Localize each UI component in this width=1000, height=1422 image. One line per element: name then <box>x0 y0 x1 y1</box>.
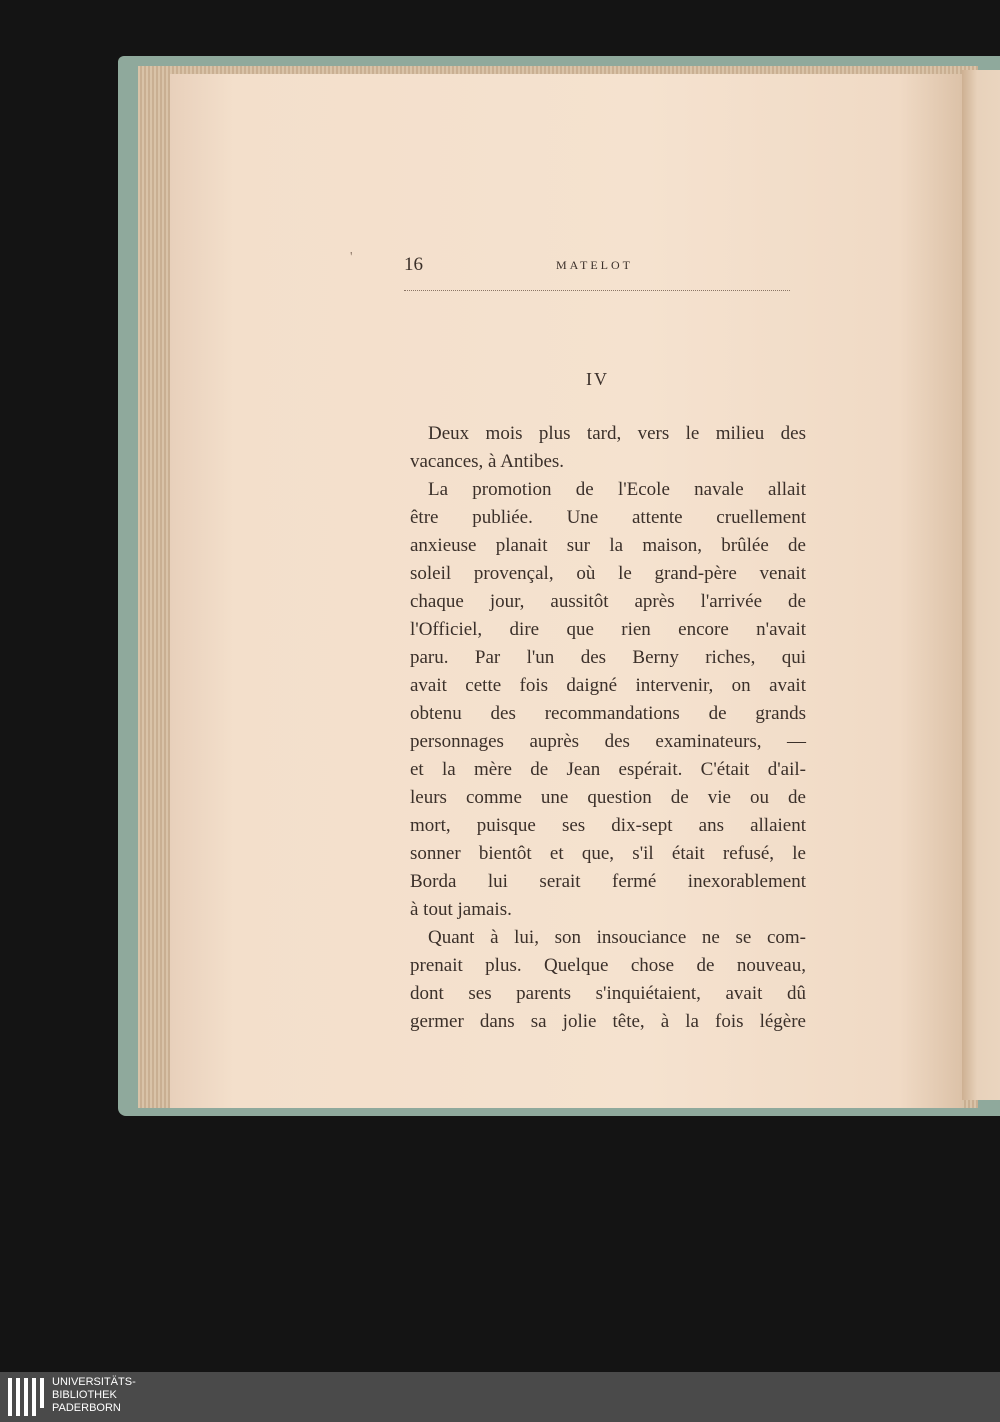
text-line: paru. Par l'un des Berny riches, qui <box>410 647 806 668</box>
text-line: anxieuse planait sur la maison, brûlée de <box>410 535 806 556</box>
text-line: dont ses parents s'inquiétaient, avait dû <box>410 983 806 1004</box>
library-logo-icon <box>6 1378 46 1416</box>
text-line: sonner bientôt et que, s'il était refusé, le <box>410 843 806 864</box>
text-line: Deux mois plus tard, vers le milieu des <box>428 423 806 444</box>
text-line: vacances, à Antibes. <box>410 451 565 472</box>
text-line: germer dans sa jolie tête, à la fois légère <box>410 1011 806 1032</box>
text-line: soleil provençal, où le grand-père venait <box>410 563 806 584</box>
text-line: obtenu des recommandations de grands <box>410 703 806 724</box>
facing-page-edge <box>962 70 1000 1100</box>
text-line: mort, puisque ses dix-sept ans allaient <box>410 815 806 836</box>
library-name <box>52 1376 136 1415</box>
text-line: et la mère de Jean espérait. C'était d'ail- <box>410 759 806 780</box>
text-line: personnages auprès des examinateurs, — <box>410 731 806 752</box>
text-line: l'Officiel, dire que rien encore n'avait <box>410 619 806 640</box>
body-text <box>410 420 806 1036</box>
library-footer <box>0 1372 1000 1422</box>
running-title: MATELOT <box>556 258 633 272</box>
text-line: prenait plus. Quelque chose de nouveau, <box>410 955 806 976</box>
text-line: Quant à lui, son insouciance ne se com- <box>428 927 806 948</box>
text-line: chaque jour, aussitôt après l'arrivée de <box>410 591 806 612</box>
text-line: Borda lui serait fermé inexorablement <box>410 871 806 892</box>
running-header <box>404 254 790 291</box>
page-number: 16 <box>404 254 423 275</box>
text-line: à tout jamais. <box>410 899 512 920</box>
text-line: La promotion de l'Ecole navale allait <box>428 479 806 500</box>
text-line: avait cette fois daigné intervenir, on avait <box>410 675 806 696</box>
text-line: leurs comme une question de vie ou de <box>410 787 806 808</box>
library-name-line: PADERBORN <box>52 1402 121 1414</box>
library-name-line: UNIVERSITÄTS- <box>52 1376 136 1388</box>
library-name-line: BIBLIOTHEK <box>52 1389 117 1401</box>
pencil-mark: ' <box>350 250 353 265</box>
text-line: être publiée. Une attente cruellement <box>410 507 806 528</box>
chapter-heading: IV <box>586 369 609 389</box>
